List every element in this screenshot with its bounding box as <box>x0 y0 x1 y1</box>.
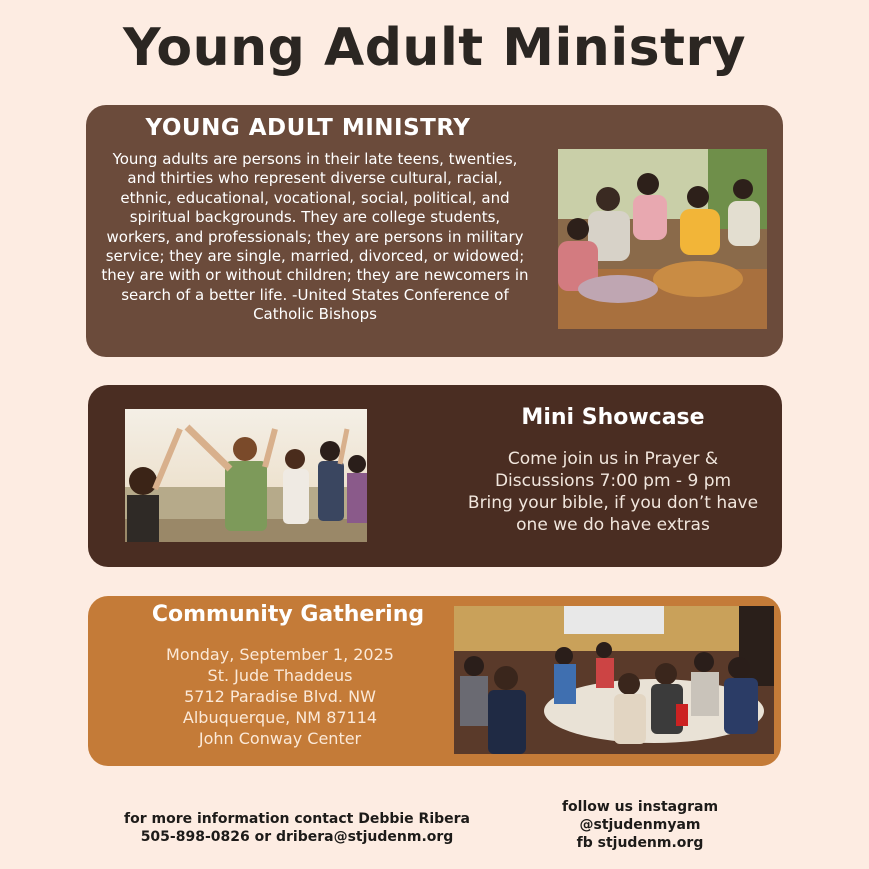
showcase-line: Discussions 7:00 pm - 9 pm <box>494 471 732 491</box>
group-dinner-photo <box>454 606 774 754</box>
gathering-city: Albuquerque, NM 87114 <box>182 708 378 727</box>
gathering-heading: Community Gathering <box>151 602 425 627</box>
showcase-line: Bring your bible, if you don’t have <box>467 493 759 513</box>
gathering-street: 5712 Paradise Blvd. NW <box>184 687 376 706</box>
intro-heading: YOUNG ADULT MINISTRY <box>145 115 471 141</box>
social-info <box>520 798 760 852</box>
instagram-handle: @stjudenmyam <box>579 817 701 833</box>
gathering-details <box>108 644 452 749</box>
showcase-line: Come join us in Prayer & <box>507 449 719 469</box>
gathering-room: John Conway Center <box>198 729 362 748</box>
facebook-handle: fb stjudenm.org <box>576 835 704 851</box>
gathering-card <box>88 596 781 766</box>
raised-hands-photo <box>125 409 367 542</box>
showcase-heading: Mini Showcase <box>521 405 705 430</box>
page-title: Young Adult Ministry <box>122 18 746 78</box>
intro-body: Young adults are persons in their late teens, twenties, and thirties who represent diverse cultural, racial, ethnic, educational, vocational, social, political, and spiritual backgrounds. They are college students, workers, and professionals; they are persons in military service; they are single, married, divorced, or widowed; they are with or without children; they are newcomers in search of a better life. -United States Conference of Catholic Bishops <box>101 150 529 324</box>
contact-line: 505-898-0826 or dribera@stjudenm.org <box>140 829 454 845</box>
showcase-card <box>88 385 782 567</box>
showcase-details <box>433 448 782 536</box>
social-line: follow us instagram <box>561 799 719 815</box>
contact-info <box>90 810 504 846</box>
intro-card <box>86 105 783 357</box>
gathering-venue: St. Jude Thaddeus <box>207 666 353 685</box>
gathering-date: Monday, September 1, 2025 <box>166 645 394 664</box>
contact-line: for more information contact Debbie Ribera <box>124 811 470 827</box>
group-sitting-photo <box>558 149 767 329</box>
showcase-line: one we do have extras <box>516 515 710 535</box>
